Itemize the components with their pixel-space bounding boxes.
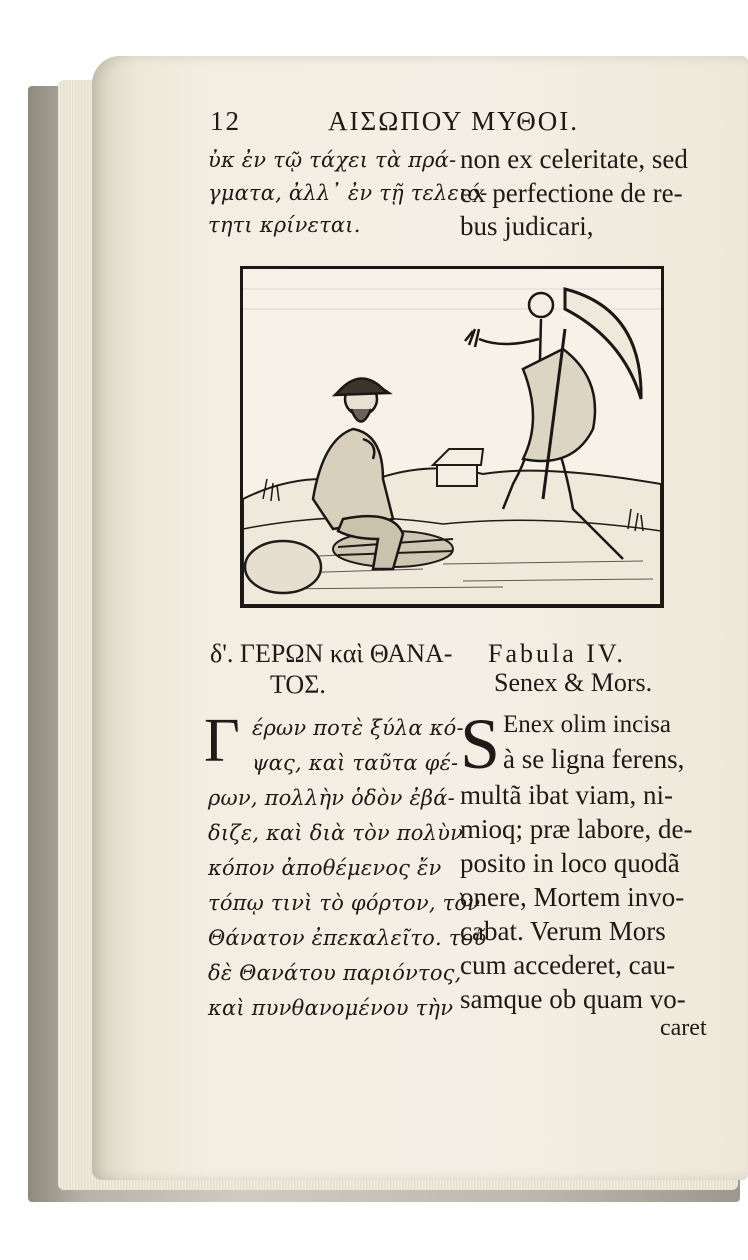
greek-intro-line: τητι κρίνεται. bbox=[208, 213, 361, 237]
greek-body-line: Θάνατον ἐπεκαλεῖτο. τοῦ bbox=[208, 926, 487, 950]
latin-fable-heading-line: Fabula IV. bbox=[488, 639, 626, 668]
latin-intro-line: ex perfectione de re- bbox=[460, 178, 683, 208]
greek-body-line: καὶ πυνθανομένου τὴν bbox=[208, 996, 454, 1020]
latin-body-line: Enex olim incisa bbox=[503, 711, 672, 738]
woodcut-illustration bbox=[240, 266, 664, 608]
latin-body-line: mioq; præ labore, de- bbox=[460, 814, 693, 844]
running-title: ΑΙΣΩΠΟΥ ΜΥΘΟΙ. bbox=[328, 106, 580, 136]
latin-body-line: caret bbox=[660, 1015, 707, 1041]
greek-fable-heading-line: ΤΟΣ. bbox=[270, 670, 326, 699]
latin-body-line: samque ob quam vo- bbox=[460, 984, 686, 1014]
latin-intro-line: non ex celeritate, sed bbox=[460, 144, 688, 174]
greek-body-line: τόπῳ τινὶ τὸ φόρτον, τὸν bbox=[208, 891, 481, 915]
greek-intro-line: γματα, ἀλλ᾽ ἐν τῇ τελειό- bbox=[208, 181, 488, 205]
greek-body-line: διζε, καὶ διὰ τὸν πολὺν bbox=[208, 821, 464, 845]
latin-body-line: à se ligna ferens, bbox=[503, 744, 685, 774]
greek-fable-heading-line: δ'. ΓΕΡΩΝ καὶ ΘΑΝΑ- bbox=[210, 639, 453, 668]
greek-body-line: ρων, πολλὴν ὁδὸν ἐβά- bbox=[208, 786, 455, 810]
woodcut-old-man-and-death-icon bbox=[243, 269, 661, 605]
latin-body-line: cum accederet, cau- bbox=[460, 950, 676, 980]
latin-body-line: onere, Mortem invo- bbox=[460, 882, 685, 912]
latin-body-line: cabat. Verum Mors bbox=[460, 916, 666, 946]
latin-intro-line: bus judicari, bbox=[460, 211, 594, 241]
greek-body-line: έρων ποτὲ ξύλα κό- bbox=[252, 716, 464, 740]
latin-body-line: posito in loco quodã bbox=[460, 848, 680, 878]
latin-drop-cap: S bbox=[460, 704, 501, 784]
latin-fable-heading-line: Senex & Mors. bbox=[494, 668, 653, 697]
latin-body-line: multã ibat viam, ni- bbox=[460, 780, 673, 810]
greek-body-line: ψας, καὶ ταῦτα φέ- bbox=[252, 751, 459, 775]
greek-body-line: δὲ Θανάτου παριόντος, bbox=[208, 961, 462, 985]
greek-drop-cap: Γ bbox=[204, 707, 240, 775]
greek-body-line: κόπον ἀποθέμενος ἔν bbox=[208, 856, 442, 880]
greek-intro-line: ὐκ ἐν τῷ τάχει τὰ πρά- bbox=[208, 148, 457, 172]
page-number: 12 bbox=[210, 106, 241, 136]
